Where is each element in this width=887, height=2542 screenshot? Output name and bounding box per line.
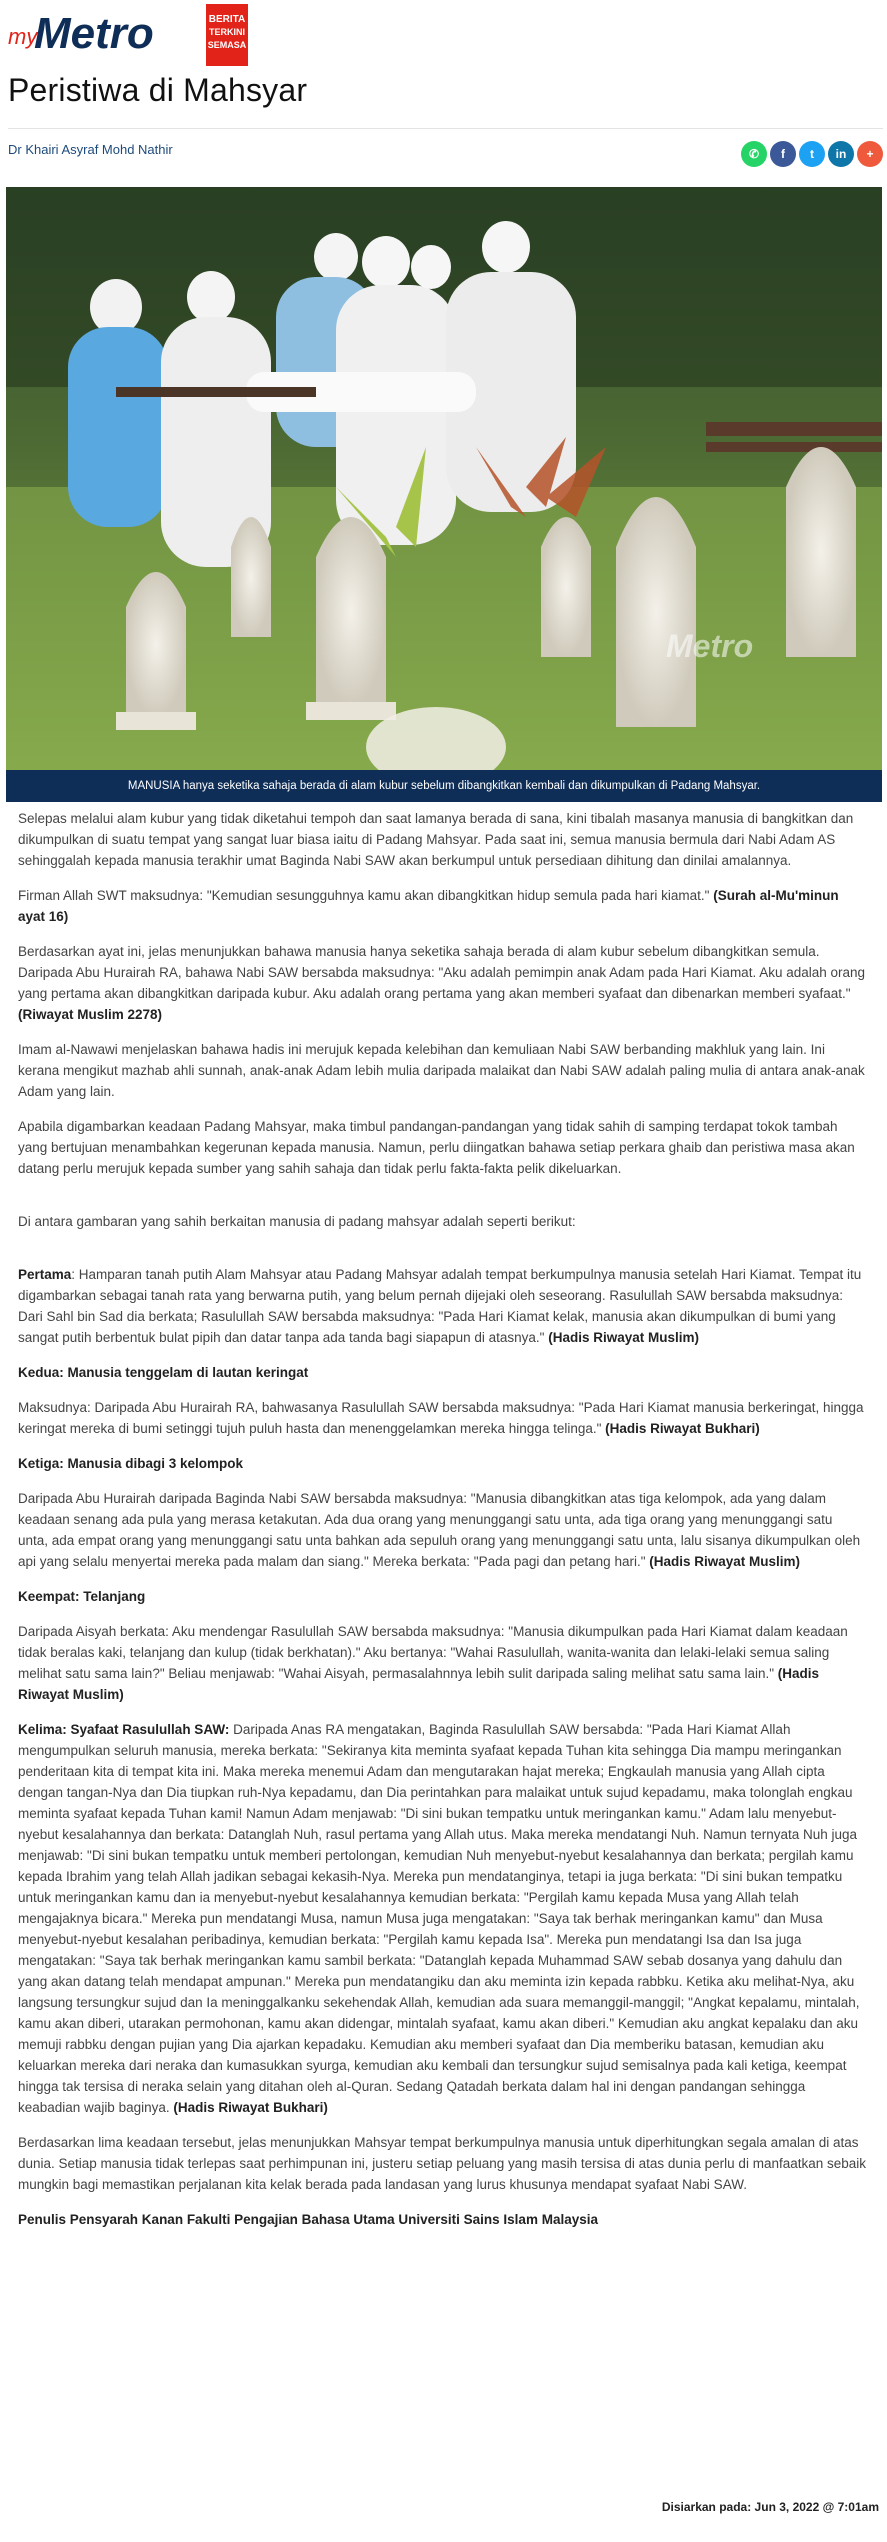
paragraph: Pertama: Hamparan tanah putih Alam Mahsyar atau Padang Mahsyar adalah tempat berkumpulnya manusia setelah Hari Kiamat. Tempat itu digambarkan sebagai tanah rata yang berwarna putih, yang belum pernah dijejaki oleh seseorang. Rasulullah SAW bersabda maksudnya: Dari Sahl bin Sad dia berkata; Rasulullah SAW bersabda maksudnya: "Pada Hari Kiamat kelak, manusia akan dikumpulkan di bumi yang sangat putih berbentuk bulat pipih dan datar tanpa ada tanda bagi siapapun di atasnya." (Hadis Riwayat Muslim) [18, 1267, 862, 1345]
paragraph: Maksudnya: Daripada Abu Hurairah RA, bahwasanya Rasulullah SAW bersabda maksudnya: "Pada Hari Kiamat manusia berkeringat, hingga keringat mereka di bumi setinggi tujuh puluh hasta dan menenggelamkan mereka hingga telinga." (Hadis Riwayat Bukhari) [18, 1400, 864, 1436]
svg-text:my: my [8, 24, 38, 49]
section-heading: Kedua: Manusia tenggelam di lautan keringat [18, 1365, 309, 1380]
svg-text:Metro: Metro [34, 9, 154, 58]
facebook-icon[interactable]: f [770, 141, 796, 167]
more-share-icon[interactable]: + [857, 141, 883, 167]
author-footer: Penulis Pensyarah Kanan Fakulti Pengajian Bahasa Utama Universiti Sains Islam Malaysia [18, 2212, 598, 2227]
author-link[interactable]: Dr Khairi Asyraf Mohd Nathir [8, 142, 173, 157]
paragraph: Apabila digambarkan keadaan Padang Mahsyar, maka timbul pandangan-pandangan yang tidak sahih di samping terdapat tokok tambah yang bertujuan menambahkan kegerunan kepada manusia. Namun, perlu diingatkan bahawa setiap perkara ghaib dan peristiwa masa akan datang perlu merujuk kepada sumber yang sahih sahaja dan tidak perlu fakta-fakta pelik dikeluarkan. [18, 1119, 855, 1176]
paragraph: Imam al-Nawawi menjelaskan bahawa hadis ini merujuk kepada kelebihan dan kemuliaan Nabi SAW berbanding makhluk yang lain. Ini kerana mengikut mazhab ahli sunnah, anak-anak Adam lebih mulia daripada malaikat dan Nabi SAW adalah paling mulia di antara anak-anak Adam yang lain. [18, 1042, 865, 1099]
divider [8, 128, 883, 129]
article-photo [6, 187, 882, 770]
linkedin-icon[interactable]: in [828, 141, 854, 167]
whatsapp-icon[interactable]: ✆ [741, 141, 767, 167]
published-date: Disiarkan pada: Jun 3, 2022 @ 7:01am [661, 2500, 879, 2514]
section-heading: Keempat: Telanjang [18, 1589, 146, 1604]
site-header [0, 0, 887, 72]
paragraph: Daripada Aisyah berkata: Aku mendengar Rasulullah SAW bersabda maksudnya: "Manusia dikumpulkan pada Hari Kiamat dalam keadaan tidak beralas kaki, telanjang dan kulup (tidak berkhatan)." Aku bertanya: "Wahai Rasulullah, wanita-wanita dan lelaki-lelaki semua saling melihat satu sama lain?" Beliau menjawab: "Wahai Aisyah, permasalahnnya lebih sulit daripada saling melihat satu sama lain." (Hadis Riwayat Muslim) [18, 1624, 848, 1702]
paragraph: Daripada Abu Hurairah daripada Baginda Nabi SAW bersabda maksudnya: "Manusia dibangkitkan atas tiga kelompok, ada yang dalam keadaan senang ada pula yang merasa ketakutan. Ada dua orang yang menunggangi satu unta, ada tiga orang yang menunggangi satu unta, ada empat orang yang menunggangi satu unta bahkan ada sepuluh orang yang menunggangi satu unta, lalu sisanya dikumpulkan oleh api yang selalu menyertai mereka pada malam dan siang." Mereka berkata: "Pada pagi dan petang hari." (Hadis Riwayat Muslim) [18, 1491, 861, 1569]
paragraph: Di antara gambaran yang sahih berkaitan manusia di padang mahsyar adalah seperti berikut: [18, 1214, 576, 1229]
photo-caption: MANUSIA hanya seketika sahaja berada di alam kubur sebelum dibangkitkan kembali dan dikumpulkan di Padang Mahsyar. [6, 770, 882, 802]
paragraph: Berdasarkan lima keadaan tersebut, jelas menunjukkan Mahsyar tempat berkumpulnya manusia untuk diperhitungkan segala amalan di atas dunia. Setiap manusia tidak terlepas saat perhimpunan ini, justeru setiap peluang yang masih tersisa di atas dunia perlu di manfaatkan sebaik mungkin bagi memastikan perjalanan kita kelak berada pada landasan yang lurus khusunya mendapat syafaat Nabi SAW. [18, 2135, 867, 2192]
mymetro-logo[interactable] [6, 2, 250, 70]
paragraph: Kelima: Syafaat Rasulullah SAW: Daripada Anas RA mengatakan, Baginda Rasulullah SAW bersabda: "Pada Hari Kiamat Allah mengumpulkan seluruh manusia, mereka berkata: "Sekiranya kita meminta syafaat kepada Tuhan kita sehingga Dia mampu meringankan penderitaan kita di tempat kita ini. Maka mereka menemui Adam dan mengutarakan hajat mereka; Engkaulah manusia yang Allah cipta dengan tangan-Nya dan Dia tiupkan ruh-Nya kepadamu, dan Dia perintahkan para malaikat untuk sujud kepadamu, maka tolonglah engkau meminta syafaat kepada Tuhan kami! Namun Adam menjawab: "Di sini bukan tempatku untuk meringankan kamu." Adam lalu menyebut-nyebut kesalahannya dan berkata: Datanglah Nuh, rasul pertama yang Allah utus. Maka mereka mendatangi Nuh. Namun ternyata Nuh juga menjawab: "Di sini bukan tempatku untuk memberi pertolongan, kemudian Nuh menyebut-nyebut kesalahannya dan berkata; pergilah kamu kepada Ibrahim yang telah Allah jadikan sebagai kekasih-Nya. Mereka pun mendatanginya, tetapi ia juga berkata: "Di sini bukan tempatku untuk meringankan kamu dan ia menyebut-nyebut kesalahannya kemudian berkata: "Pergilah kamu kepada Musa yang Allah telah mengajaknya bicara." Mereka pun mendatangi Musa, namun Musa juga mengatakan: "Saya tak berhak meringankan kamu" dan Musa menyebut-nyebut kesalahan peribadinya, kemudian berkata: "Pergilah kamu kepada Isa". Mereka pun mendatangi Isa dan Isa juga mengatakan: "Saya tak berhak meringankan kamu sambil berkata: "Datanglah kepada Muhammad SAW sebab dosanya yang dahulu dan yang akan datang telah mendapat ampunan." Mereka pun mendatangiku dan aku meminta izin kepada rabbku. Ketika aku melihat-Nya, aku langsung tersungkur sujud dan Ia meninggalkanku sekehendak Allah, kemudian ada suara memanggil-manggil; "Angkat kepalamu, mintalah, kamu akan diberi, utarakan permohonan, kamu akan didengar, mintalah syafaat, kamu akan diberi." Kemudian aku angkat kepalaku dan aku memuji rabbku dengan pujian yang Dia ajarkan kepadaku. Kemudian aku memberi syafaat dan Dia memberiku batasan, kemudian aku keluarkan mereka dari neraka dan kumasukkan syurga, kemudian aku kembali dan tersungkur sujud semisalnya pada kali ketiga, keempat hingga tak tersisa di neraka selain yang ditahan oleh al-Quran. Sedang Qatadah berkata dalam hal ini dengan pandangan sehingga keabadian wajib baginya. (Hadis Riwayat Bukhari) [18, 1722, 860, 2115]
svg-text:BERITA: BERITA [208, 14, 246, 25]
article-body [18, 808, 866, 2244]
image-watermark: Metro [666, 628, 754, 664]
paragraph: Firman Allah SWT maksudnya: "Kemudian sesungguhnya kamu akan dibangkitkan hidup semula pada hari kiamat." (Surah al-Mu'minun ayat 16) [18, 888, 839, 924]
paragraph: Berdasarkan ayat ini, jelas menunjukkan bahawa manusia hanya seketika sahaja berada di alam kubur sebelum dibangkitkan semula. Daripada Abu Hurairah RA, bahawa Nabi SAW bersabda maksudnya: "Aku adalah pemimpin anak Adam pada Hari Kiamat. Aku adalah orang yang pertama akan dibangkitkan daripada kubur. Aku adalah orang pertama yang akan memberi syafaat dan dibenarkan memberi syafaat." (Riwayat Muslim 2278) [18, 944, 866, 1022]
twitter-icon[interactable]: t [799, 141, 825, 167]
paragraph: Selepas melalui alam kubur yang tidak diketahui tempoh dan saat lamanya berada di sana, kini tibalah masanya manusia di bangkitkan dan dikumpulkan di suatu tempat yang sangat luar biasa iaitu di Padang Mahsyar. Pada saat ini, semua manusia bermula dari Nabi Adam AS sehinggalah kepada manusia terakhir umat Baginda Nabi SAW akan berkumpul untuk persediaan dihitung dan dinilai amalannya. [18, 811, 854, 868]
section-heading: Ketiga: Manusia dibagi 3 kelompok [18, 1456, 244, 1471]
share-bar [741, 141, 883, 167]
cemetery-scene-image [6, 187, 882, 770]
svg-text:SEMASA: SEMASA [207, 40, 247, 50]
svg-text:TERKINI: TERKINI [209, 27, 245, 37]
article-title: Peristiwa di Mahsyar [8, 72, 308, 108]
